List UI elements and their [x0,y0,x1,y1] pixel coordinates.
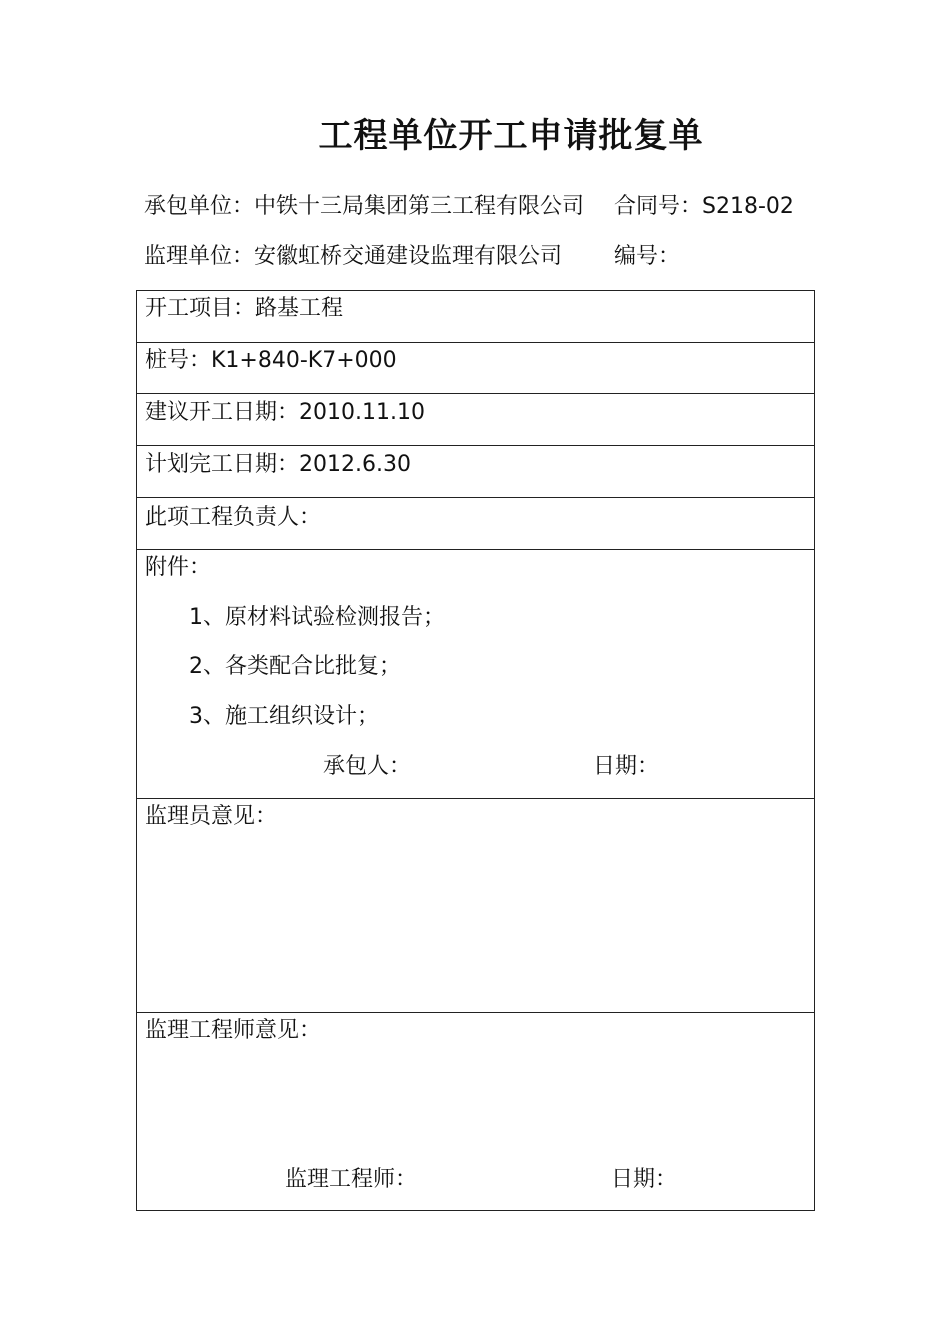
row-planned-finish [137,446,814,498]
header-contractor-line [144,192,794,222]
engineer-date-label: 日期： [611,1167,678,1192]
attachment-item: 2、各类配合比批复； [189,654,401,679]
supervisor-opinion-label: 监理员意见： [145,804,278,829]
proposed-start-field: 建议开工日期：2010.11.10 [145,400,425,425]
person-in-charge-field: 此项工程负责人： [145,505,322,530]
serial-number: 编号： [614,244,681,269]
engineer-sign-label: 监理工程师： [285,1167,418,1192]
row-station [137,343,814,394]
attachment-item: 3、施工组织设计； [189,704,379,729]
row-proposed-start [137,394,814,446]
engineer-opinion-label: 监理工程师意见： [145,1018,322,1043]
supervisor-label: 监理单位：安徽虹桥交通建设监理有限公司 [144,244,563,269]
application-form-table [136,290,815,1211]
row-supervisor-opinion [137,799,814,1013]
row-attachments [137,550,814,799]
attachment-item: 1、原材料试验检测报告； [189,605,445,630]
header-supervisor-line [144,242,681,272]
planned-finish-field: 计划完工日期：2012.6.30 [145,452,411,477]
row-engineer-opinion [137,1013,814,1210]
contractor-label: 承包单位：中铁十三局集团第三工程有限公司 [144,194,585,219]
row-person-in-charge [137,498,814,550]
contractor-date-label: 日期： [593,754,660,779]
row-project [137,291,814,343]
project-field: 开工项目：路基工程 [145,296,344,321]
station-field: 桩号：K1+840-K7+000 [145,348,397,373]
contractor-sign-label: 承包人： [323,754,412,779]
attachments-label: 附件： [145,555,212,580]
page-title: 工程单位开工申请批复单 [318,116,704,156]
contract-number: 合同号：S218-02 [614,194,794,219]
